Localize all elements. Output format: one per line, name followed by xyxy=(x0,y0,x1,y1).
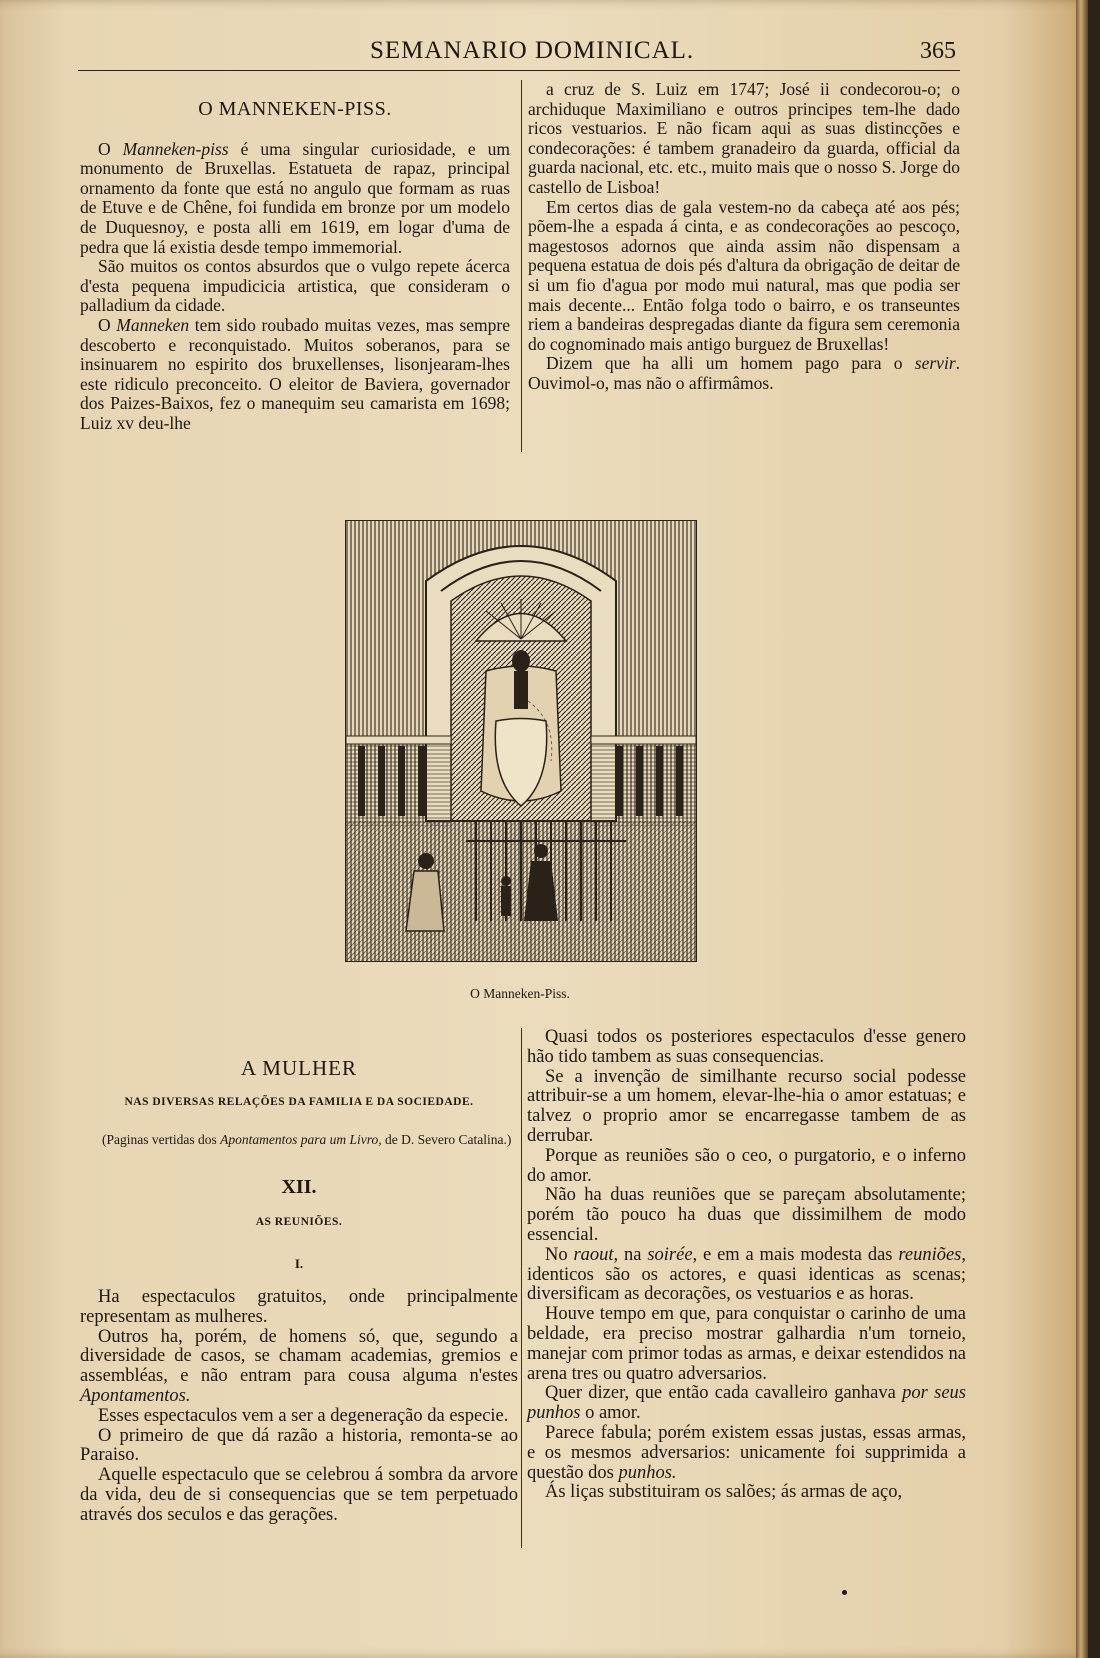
article-1-left-body xyxy=(80,140,510,434)
column-divider-bottom xyxy=(521,1028,522,1548)
text-run: No xyxy=(545,1244,574,1265)
paragraph xyxy=(527,1028,966,1068)
paragraph xyxy=(80,257,510,316)
text-run: , na xyxy=(613,1244,648,1265)
text-run: Em certos dias de gala vestem-no da cabeça até aos pés; põem-lhe a espada á cinta, e as condecorações ao pescoço, magestosos adornos que ainda assim não dispensam a pequena estatua de dois pés d'altura da obrigação de deitar de si um fio d'agua por modo mui natural, mas que podia ser mais decente... Então folga todo o bairro, e os transeuntes riem a bandeiras despregadas diante da figura sem ceremonia do cognominado mais antigo burguez de Bruxellas! xyxy=(528,196,960,354)
text-run: Outros ha, porém, de homens só, que, segundo a diversidade de casos, se chamam academias, gremios e assembléas, e não entram para cousa alguma n'estes xyxy=(80,1326,518,1387)
text-run: O primeiro de que dá razão a historia, remonta-se ao Paraiso. xyxy=(80,1425,518,1466)
paragraph xyxy=(527,1305,966,1384)
paragraph xyxy=(527,1483,966,1503)
article-2-right-body xyxy=(527,1028,966,1503)
article-2-title: A MULHER xyxy=(241,1056,357,1080)
italic-text-run: Apontamentos para um Livro, xyxy=(220,1132,382,1147)
text-run: São muitos os contos absurdos que o vulgo repete ácerca d'esta pequena impudicicia artistica, que consideram o palladium da cidade. xyxy=(80,256,510,316)
text-run: Parece fabula; porém existem essas justas, essas armas, e os mesmos adversarios: unicamente foi supprimida a questão dos xyxy=(527,1422,966,1483)
paragraph xyxy=(80,1407,518,1427)
italic-text-run: soirée xyxy=(647,1244,693,1265)
text-run: Esses espectaculos vem a ser a degeneração da especie. xyxy=(98,1405,509,1426)
running-header-title: SEMANARIO DOMINICAL. xyxy=(370,37,695,64)
text-run: Se a invenção de similhante recurso social podesse attribuir-se a um homem, elevar-lhe-hia o amor estatuas; e talvez o proprio amor se encarregasse tambem de as derrubar. xyxy=(527,1066,966,1146)
paragraph xyxy=(80,140,510,258)
article-1-title: O MANNEKEN-PISS. xyxy=(198,98,392,120)
italic-text-run: reuniões xyxy=(898,1244,962,1265)
paragraph xyxy=(527,1068,966,1147)
text-run: Aquelle espectaculo que se celebrou á sombra da arvore da vida, deu de si consequencias que se tem perpetuado através dos seculos e das gerações. xyxy=(80,1465,518,1525)
text-run: é uma singular curiosidade, e um monumento de Bruxellas. Estatueta de rapaz, principal ornamento da fonte que está no angulo que formam as ruas de Etuve e de Chêne, foi fundida em bronze por um modelo de Duquesnoy, e posta alli em 1619, em logar d'uma de pedra que lá existia desde tempo immemorial. xyxy=(80,138,510,257)
article-2-source-note xyxy=(80,1132,518,1148)
text-run: a cruz de S. Luiz em 1747; José ii condecorou-o; o archiduque Maximiliano e outros principes tem-lhe dado ricos vestuarios. E não ficam aqui as suas distincções e condecorações: é tambem granadeiro da guarda, official da guarda nacional, etc. etc., muito mais que o nosso S. Jorge do castello de Lisboa! xyxy=(528,79,960,197)
section-number: I. xyxy=(294,1256,304,1271)
article-1-right-column xyxy=(528,80,960,394)
manneken-piss-engraving xyxy=(345,520,697,962)
engraving-image xyxy=(346,521,696,961)
paragraph xyxy=(527,1384,966,1424)
text-run: de D. Severo Catalina.) xyxy=(381,1132,512,1147)
page-number: 365 xyxy=(920,38,956,64)
column-divider-top xyxy=(521,80,522,452)
text-run: , identicos são os actores, e quasi identicas as scenas; diversificam as decorações, os vestuarios e as horas. xyxy=(527,1244,966,1305)
text-run: Quer dizer, que então cada cavalleiro ganhava xyxy=(545,1383,903,1404)
text-run: O xyxy=(98,138,123,159)
ink-dot xyxy=(842,1590,847,1595)
text-run: O xyxy=(98,314,117,335)
italic-text-run: punhos. xyxy=(618,1462,677,1483)
italic-text-run: servir xyxy=(914,353,956,374)
text-run: Quasi todos os posteriores espectaculos d'esse genero hão tido tambem as suas consequencias. xyxy=(527,1027,966,1067)
paragraph xyxy=(80,1466,518,1525)
text-run: Ás liças substituiram os salões; ás armas de aço, xyxy=(545,1482,903,1503)
text-run: Houve tempo em que, para conquistar o carinho de uma beldade, era preciso mostrar galhardia n'um torneio, manejar com primor todas as armas, e deixar estendidos na arena tres ou quatro adversarios. xyxy=(527,1304,966,1384)
paragraph xyxy=(80,316,510,434)
text-run: (Paginas vertidas dos xyxy=(102,1132,221,1147)
text-run: Porque as reuniões são o ceo, o purgatorio, e o inferno do amor. xyxy=(527,1145,966,1186)
article-2-right-column xyxy=(527,1028,966,1503)
paragraph xyxy=(528,80,960,198)
figure-caption: O Manneken-Piss. xyxy=(470,986,570,1001)
page-edge xyxy=(1076,0,1088,1658)
paragraph xyxy=(528,354,960,393)
article-2-subtitle: NAS DIVERSAS RELAÇÕES DA FAMILIA E DA SOCIEDADE. xyxy=(124,1096,474,1108)
text-run: . Ouvimol-o, mas não o affirmâmos. xyxy=(528,353,960,393)
article-1-right-body xyxy=(528,80,960,394)
paragraph xyxy=(527,1147,966,1187)
article-1-left-column xyxy=(80,100,510,434)
text-run: Dizem que ha alli um homem pago para o xyxy=(546,353,915,374)
italic-text-run: Manneken xyxy=(116,314,190,335)
paragraph xyxy=(528,198,960,355)
paragraph xyxy=(527,1424,966,1483)
text-run: Não ha duas reuniões que se pareçam absolutamente; porém tão pouco ha duas que dissimilhem de modo essencial. xyxy=(527,1185,966,1245)
text-run: tem sido roubado muitas vezes, mas sempre descoberto e reconquistado. Muitos soberanos, para se insinuarem no espirito dos bruxellenses, lisonjearam-lhes este ridiculo preconceito. O eleitor de Baviera, governador dos Paizes-Baixos, fez o manequim seu camarista em 1698; Luiz xv deu-lhe xyxy=(80,314,510,433)
italic-text-run: Apontamentos. xyxy=(80,1385,191,1406)
italic-text-run: raout xyxy=(573,1244,614,1265)
source-note-text xyxy=(80,1132,518,1148)
paragraph xyxy=(80,1288,518,1328)
paragraph xyxy=(80,1328,518,1407)
header-rule xyxy=(78,70,960,71)
article-2-left-column xyxy=(80,1288,518,1526)
paragraph xyxy=(80,1427,518,1467)
text-run: o amor. xyxy=(580,1403,641,1424)
text-run: Ha espectaculos gratuitos, onde principalmente representam as mulheres. xyxy=(80,1287,518,1327)
paragraph xyxy=(527,1246,966,1305)
paragraph xyxy=(527,1186,966,1245)
italic-text-run: por seus punhos xyxy=(527,1383,966,1424)
article-2-left-body xyxy=(80,1288,518,1526)
italic-text-run: Manneken-piss xyxy=(122,138,229,159)
chapter-number: XII. xyxy=(281,1176,317,1198)
text-run: , e em a mais modesta das xyxy=(692,1244,899,1265)
chapter-title: AS REUNIÕES. xyxy=(255,1216,343,1228)
